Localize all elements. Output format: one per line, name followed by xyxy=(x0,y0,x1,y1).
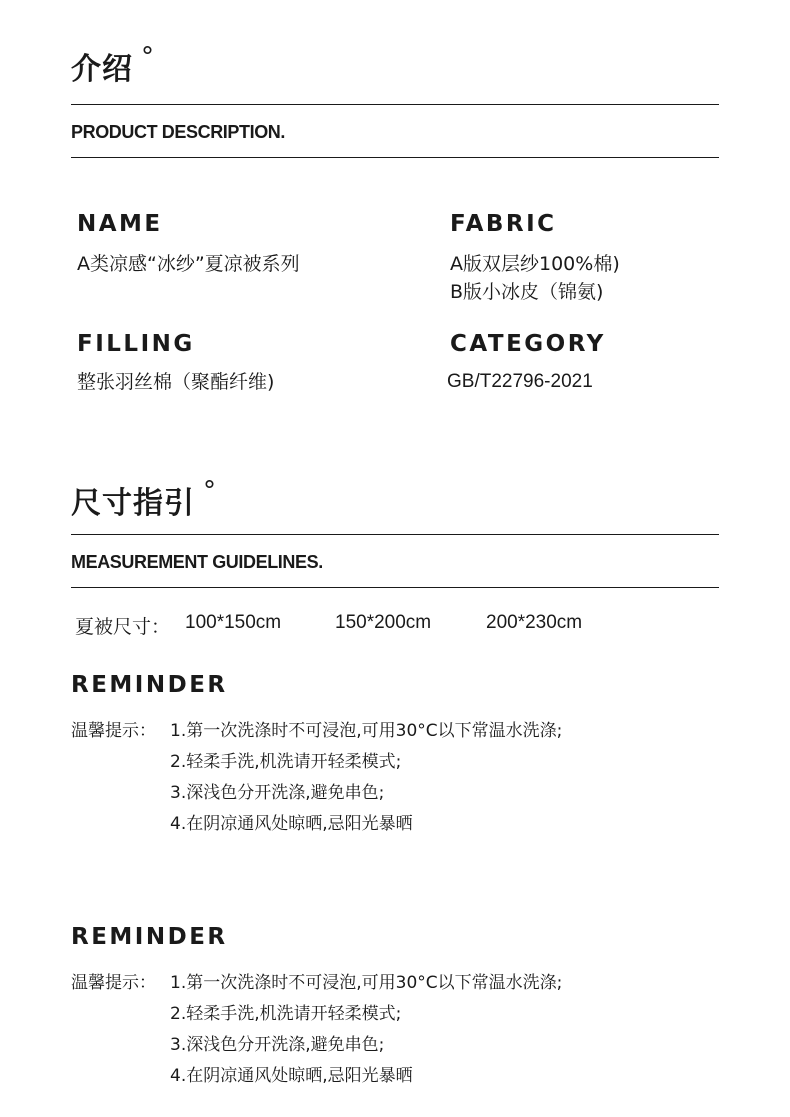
degree-mark: ° xyxy=(141,42,155,72)
category-value: GB/T22796-2021 xyxy=(447,371,593,392)
reminder-item: 4.在阴凉通风处晾晒,忌阳光暴晒 xyxy=(170,814,413,834)
reminder-label: 温馨提示： xyxy=(71,721,156,741)
intro-subtitle: PRODUCT DESCRIPTION. xyxy=(71,122,286,142)
divider-top xyxy=(71,534,719,535)
reminder-item: 1.第一次洗涤时不可浸泡,可用30°C以下常温水洗涤; xyxy=(170,721,563,741)
intro-heading xyxy=(71,42,155,88)
reminder-label: 温馨提示： xyxy=(71,973,156,993)
name-value: A类凉感“冰纱”夏凉被系列 xyxy=(77,253,300,275)
filling-label: FILLING xyxy=(77,331,195,357)
reminder-item: 2.轻柔手洗,机洗请开轻柔模式; xyxy=(170,752,402,772)
degree-mark: ° xyxy=(203,476,217,506)
reminder-item: 1.第一次洗涤时不可浸泡,可用30°C以下常温水洗涤; xyxy=(170,973,563,993)
divider-top xyxy=(71,104,719,105)
size-guide-title: 尺寸指引 xyxy=(71,486,195,521)
size-value: 100*150cm xyxy=(185,612,282,633)
reminder-item: 3.深浅色分开洗涤,避免串色; xyxy=(170,783,385,803)
size-label: 夏被尺寸： xyxy=(75,616,171,638)
size-guide-heading xyxy=(71,476,217,522)
reminder-list xyxy=(170,968,562,1092)
size-value: 150*200cm xyxy=(335,612,432,633)
reminder-item: 4.在阴凉通风处晾晒,忌阳光暴晒 xyxy=(170,1066,413,1086)
reminder-item: 3.深浅色分开洗涤,避免串色; xyxy=(170,1035,385,1055)
size-guide-subtitle: MEASUREMENT GUIDELINES. xyxy=(71,552,323,572)
reminder-title: REMINDER xyxy=(71,924,228,950)
reminder-title: REMINDER xyxy=(71,672,228,698)
reminder-list xyxy=(170,716,562,840)
filling-value: 整张羽丝棉（聚酯纤维) xyxy=(77,371,275,393)
intro-title: 介绍 xyxy=(71,52,133,87)
reminder-item: 2.轻柔手洗,机洗请开轻柔模式; xyxy=(170,1004,402,1024)
size-value: 200*230cm xyxy=(486,612,583,633)
fabric-value-a: A版双层纱100%棉) xyxy=(450,253,620,275)
name-label: NAME xyxy=(77,211,163,237)
fabric-label: FABRIC xyxy=(450,211,557,237)
divider-bottom xyxy=(71,587,719,588)
divider-bottom xyxy=(71,157,719,158)
fabric-value-b: B版小冰皮（锦氨) xyxy=(450,281,604,303)
category-label: CATEGORY xyxy=(450,331,606,357)
